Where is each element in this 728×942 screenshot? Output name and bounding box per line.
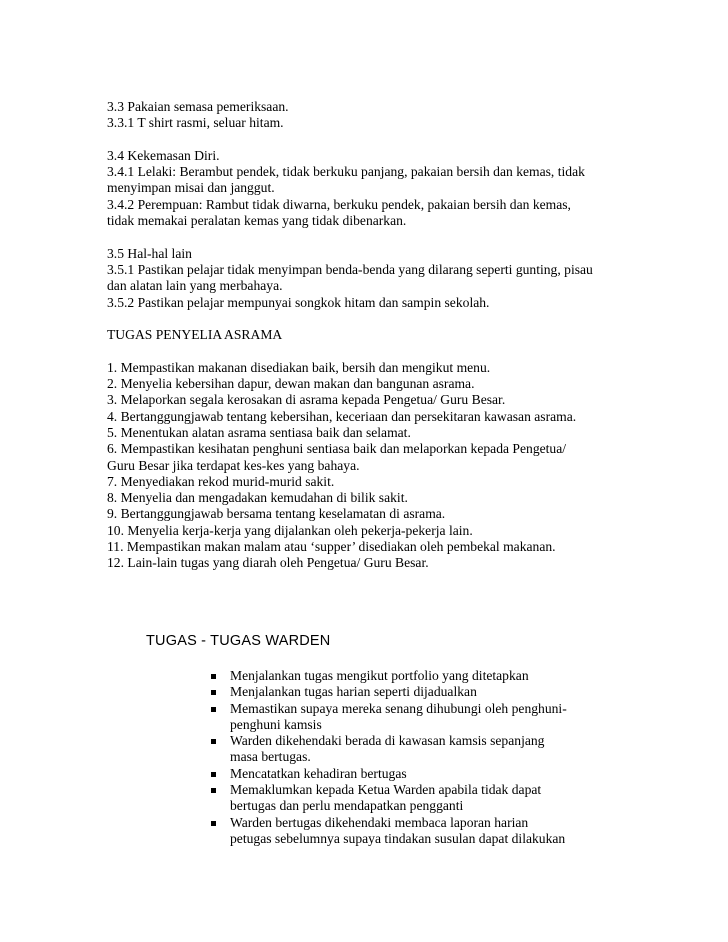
penyelia-item: 3. Melaporkan segala kerosakan di asrama kepada Pengetua/ Guru Besar.	[107, 392, 506, 408]
document-body	[107, 99, 647, 572]
penyelia-item: 2. Menyelia kebersihan dapur, dewan makan dan bangunan asrama.	[107, 376, 475, 392]
spacer	[107, 229, 647, 245]
section-3-5-item: 3.5.2 Pastikan pelajar mempunyai songkok hitam dan sampin sekolah.	[107, 294, 490, 310]
list-item	[211, 668, 631, 684]
warden-item-text: Warden bertugas dikehendaki membaca laporan harian petugas sebelumnya supaya tindakan susulan dapat dilakukan	[230, 814, 566, 846]
list-item	[211, 766, 631, 782]
section-3-5-item: 3.5.1 Pastikan pelajar tidak menyimpan benda-benda yang dilarang seperti gunting, pisau dan alatan lain yang merbahaya.	[107, 261, 593, 294]
list-item	[211, 815, 631, 848]
warden-item-text: Menjalankan tugas mengikut portfolio yang ditetapkan	[230, 668, 529, 683]
warden-list	[211, 668, 631, 847]
section-3-4-item: 3.4.2 Perempuan: Rambut tidak diwarna, berkuku pendek, pakaian bersih dan kemas, tidak memakai peralatan kemas yang tidak dibenarkan.	[107, 196, 571, 229]
bullet-icon	[211, 772, 216, 777]
penyelia-item: 8. Menyelia dan mengadakan kemudahan di bilik sakit.	[107, 490, 408, 506]
bullet-icon	[211, 788, 216, 793]
section-3-3-heading: 3.3 Pakaian semasa pemeriksaan.	[107, 99, 289, 114]
penyelia-item: 7. Menyediakan rekod murid-murid sakit.	[107, 473, 335, 489]
penyelia-item: 5. Menentukan alatan asrama sentiasa baik dan selamat.	[107, 424, 411, 440]
warden-item-text: Menjalankan tugas harian seperti dijadualkan	[230, 684, 477, 700]
list-item	[211, 782, 631, 815]
penyelia-item: 10. Menyelia kerja-kerja yang dijalankan oleh pekerja-pekerja lain.	[107, 522, 473, 538]
penyelia-item: 11. Mempastikan makan malam atau ‘supper’ disediakan oleh pembekal makanan.	[107, 539, 556, 555]
warden-title: TUGAS - TUGAS WARDEN	[146, 633, 331, 649]
bullet-icon	[211, 707, 216, 712]
penyelia-title: TUGAS PENYELIA ASRAMA	[107, 327, 283, 343]
bullet-icon	[211, 739, 216, 744]
list-item	[211, 701, 631, 734]
warden-item-text: Memaklumkan kepada Ketua Warden apabila tidak dapat bertugas dan perlu mendapatkan pengganti	[230, 782, 542, 814]
warden-item-text: Memastikan supaya mereka senang dihubungi oleh penghuni- penghuni kamsis	[230, 700, 567, 732]
list-item	[211, 733, 631, 766]
section-3-4-heading: 3.4 Kekemasan Diri.	[107, 147, 220, 163]
penyelia-item: 4. Bertanggungjawab tentang kebersihan, keceriaan dan persekitaran kawasan asrama.	[107, 408, 577, 424]
bullet-icon	[211, 674, 216, 679]
list-item	[211, 684, 631, 700]
spacer	[107, 132, 647, 148]
bullet-icon	[211, 690, 216, 695]
spacer	[107, 343, 647, 359]
warden-item-text: Warden dikehendaki berada di kawasan kamsis sepanjang masa bertugas.	[230, 733, 545, 765]
penyelia-item: 6. Mempastikan kesihatan penghuni sentiasa baik dan melaporkan kepada Pengetua/ Guru Besar jika terdapat kes-kes yang bahaya.	[107, 441, 567, 473]
penyelia-item: 9. Bertanggungjawab bersama tentang keselamatan di asrama.	[107, 506, 446, 522]
penyelia-item: 1. Mempastikan makanan disediakan baik, bersih dan mengikut menu.	[107, 359, 491, 375]
section-3-4-item: 3.4.1 Lelaki: Berambut pendek, tidak berkuku panjang, pakaian bersih dan kemas, tidak menyimpan misai dan janggut.	[107, 164, 585, 196]
bullet-icon	[211, 821, 216, 826]
warden-item-text: Mencatatkan kehadiran bertugas	[230, 765, 407, 781]
spacer	[107, 311, 647, 327]
section-3-5-heading: 3.5 Hal-hal lain	[107, 245, 192, 261]
penyelia-item: 12. Lain-lain tugas yang diarah oleh Pengetua/ Guru Besar.	[107, 555, 429, 571]
section-3-3-item: 3.3.1 T shirt rasmi, seluar hitam.	[107, 115, 284, 131]
